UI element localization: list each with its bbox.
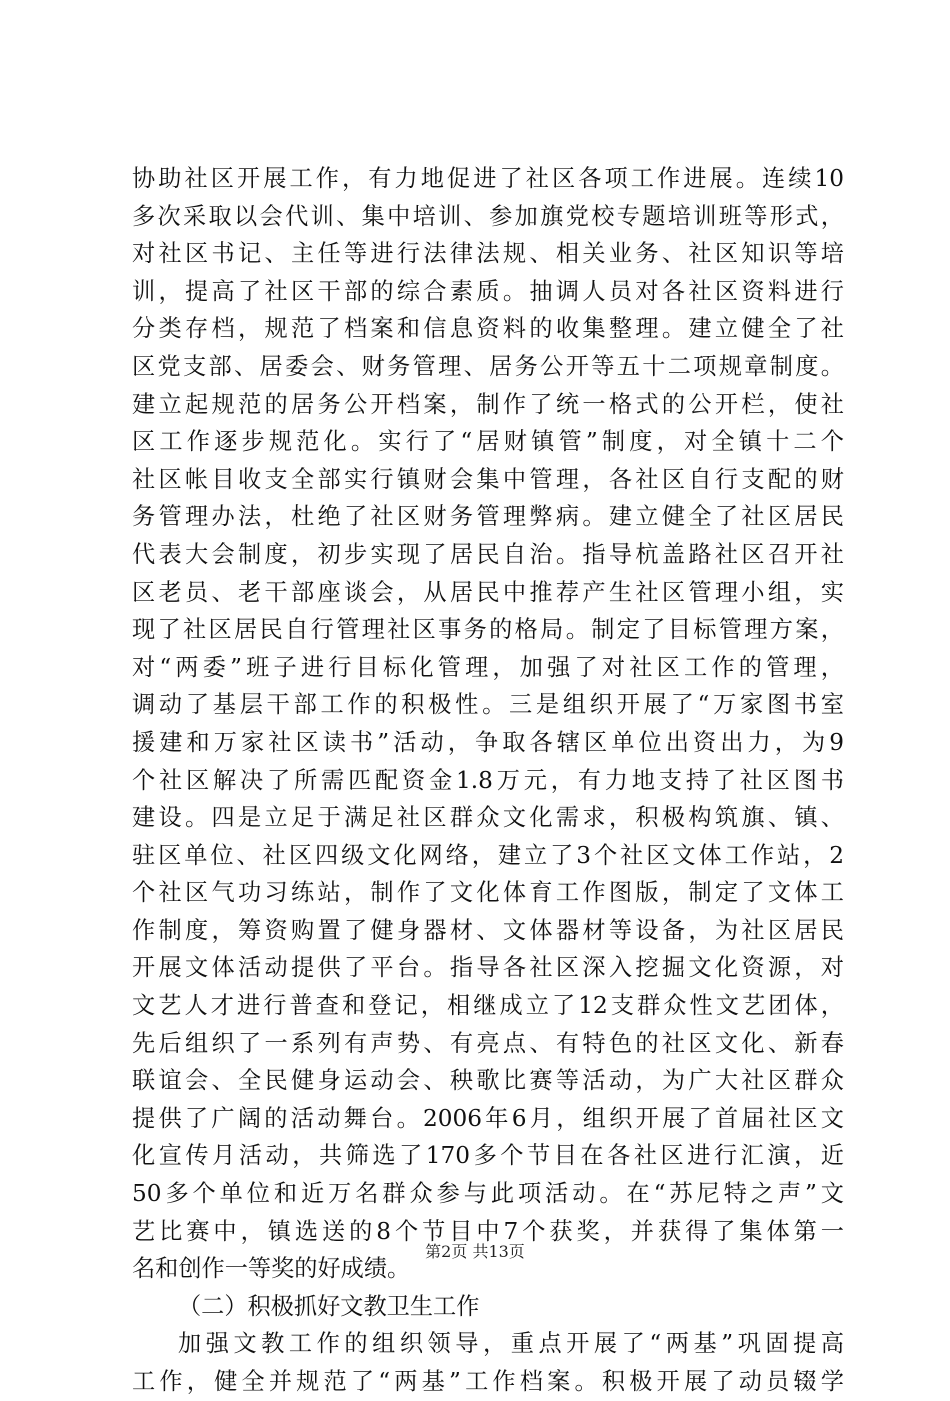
text-line: 工作，健全并规范了“两基”工作档案。积极开展了动员辍学 bbox=[132, 1368, 844, 1395]
page-number: 第2页 共13页 bbox=[425, 1242, 525, 1261]
text-line: 对社区书记、主任等进行法律法规、相关业务、社区知识等培 bbox=[132, 240, 844, 268]
text-line: 务管理办法，杜绝了社区财务管理弊病。建立健全了社区居民 bbox=[132, 503, 844, 531]
text-line: 分类存档，规范了档案和信息资料的收集整理。建立健全了社 bbox=[132, 315, 844, 343]
text-line: 援建和万家社区读书”活动，争取各辖区单位出资出力，为9 bbox=[132, 728, 844, 756]
text-line: 提供了广阔的活动舞台。2006年6月，组织开展了首届社区文 bbox=[132, 1104, 844, 1132]
text-line: 文艺人才进行普查和登记，相继成立了12支群众性文艺团体， bbox=[132, 992, 844, 1020]
text-line: 个社区解决了所需匹配资金1.8万元，有力地支持了社区图书 bbox=[132, 766, 844, 794]
text-line: 区老员、老干部座谈会，从居民中推荐产生社区管理小组，实 bbox=[132, 578, 844, 606]
text-line: 对“两委”班子进行目标化管理，加强了对社区工作的管理， bbox=[132, 653, 844, 681]
text-line: 区工作逐步规范化。实行了“居财镇管”制度，对全镇十二个 bbox=[132, 428, 844, 456]
text-line: 社区帐目收支全部实行镇财会集中管理，各社区自行支配的财 bbox=[132, 465, 844, 493]
text-line: 艺比赛中，镇选送的8个节目中7个获奖，并获得了集体第一 bbox=[132, 1217, 844, 1245]
text-line: 代表大会制度，初步实现了居民自治。指导杭盖路社区召开社 bbox=[132, 540, 844, 568]
text-line: 建立起规范的居务公开档案，制作了统一格式的公开栏，使社 bbox=[132, 390, 844, 418]
page-footer bbox=[0, 1240, 950, 1264]
text-line: 50多个单位和近万名群众参与此项活动。在“苏尼特之声”文 bbox=[132, 1180, 844, 1208]
text-line: 先后组织了一系列有声势、有亮点、有特色的社区文化、新春 bbox=[132, 1029, 844, 1057]
text-line: 训，提高了社区干部的综合素质。抽调人员对各社区资料进行 bbox=[132, 277, 844, 305]
text-line: 现了社区居民自行管理社区事务的格局。制定了目标管理方案， bbox=[132, 616, 844, 644]
section-heading: （二）积极抓好文教卫生工作 bbox=[178, 1292, 480, 1320]
text-line: 化宣传月活动，共筛选了170多个节目在各社区进行汇演，近 bbox=[132, 1142, 844, 1170]
text-line: 协助社区开展工作，有力地促进了社区各项工作进展。连续10 bbox=[132, 165, 844, 192]
text-line: 区党支部、居委会、财务管理、居务公开等五十二项规章制度。 bbox=[132, 352, 844, 380]
text-line: 开展文体活动提供了平台。指导各社区深入挖掘文化资源，对 bbox=[132, 954, 844, 982]
text-line: 多次采取以会代训、集中培训、参加旗党校专题培训班等形式， bbox=[132, 202, 844, 230]
text-line: 建设。四是立足于满足社区群众文化需求，积极构筑旗、镇、 bbox=[132, 804, 844, 832]
text-line: 名和创作一等奖的好成绩。 bbox=[132, 1255, 411, 1283]
text-line: 调动了基层干部工作的积极性。三是组织开展了“万家图书室 bbox=[132, 691, 844, 719]
text-line: 加强文教工作的组织领导，重点开展了“两基”巩固提高 bbox=[178, 1330, 844, 1358]
text-line: 个社区气功习练站，制作了文化体育工作图版，制定了文体工 bbox=[132, 879, 844, 907]
text-line: 联谊会、全民健身运动会、秧歌比赛等活动，为广大社区群众 bbox=[132, 1067, 844, 1095]
body-text bbox=[132, 160, 844, 1401]
text-line: 驻区单位、社区四级文化网络，建立了3个社区文体工作站，2 bbox=[132, 841, 844, 869]
text-line: 作制度，筹资购置了健身器材、文体器材等设备，为社区居民 bbox=[132, 916, 844, 944]
